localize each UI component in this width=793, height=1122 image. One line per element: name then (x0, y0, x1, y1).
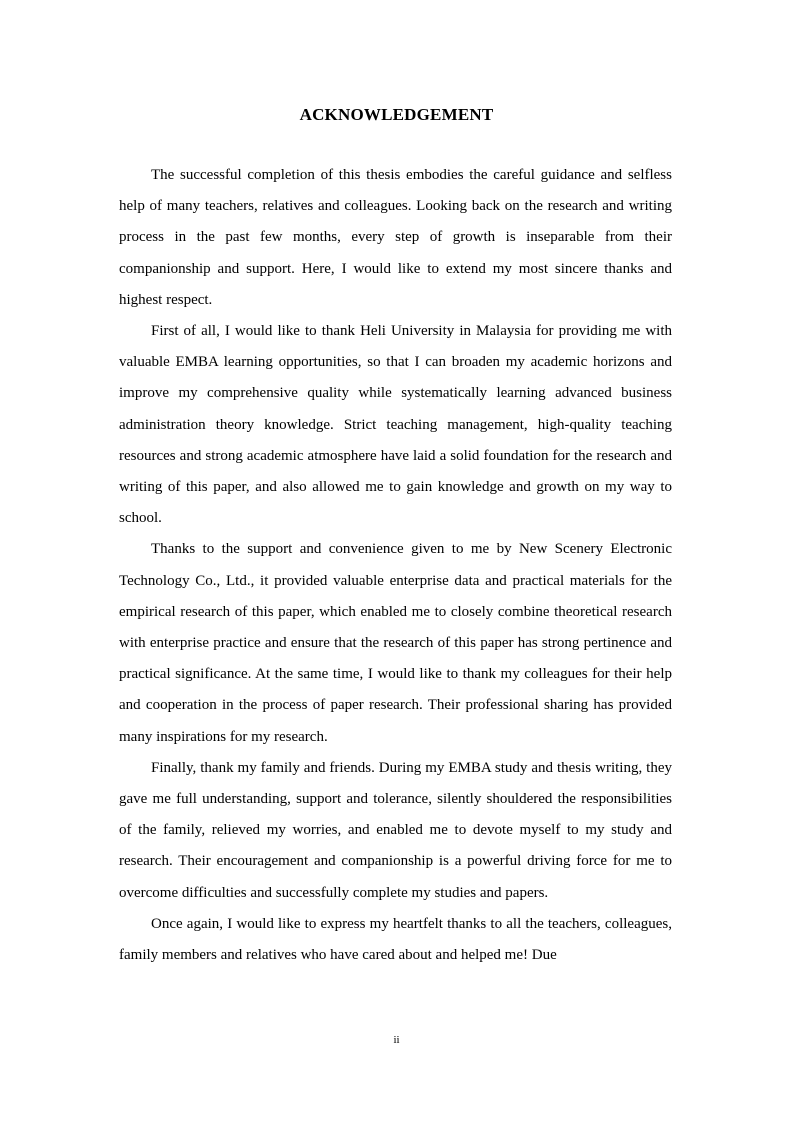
page-number: ii (393, 1034, 400, 1046)
paragraph-intro: The successful completion of this thesis embodies the careful guidance and selfless help of many teachers, relatives and colleagues. Looking back on the research and writing process in the past few months, every step of growth is inseparable from their companionship and support. Here, I would like to extend my most sincere thanks and highest respect. (119, 167, 672, 308)
acknowledgement-body (119, 160, 672, 971)
paragraph-university-thanks: First of all, I would like to thank Heli University in Malaysia for providing me with valuable EMBA learning opportunities, so that I can broaden my academic horizons and improve my comprehensive quality while systematically learning advanced business administration theory knowledge. Strict teaching management, high-quality teaching resources and strong academic atmosphere have laid a solid foundation for the research and writing of this paper, and also allowed me to gain knowledge and growth on my way to school. (119, 323, 672, 527)
paragraph-closing: Once again, I would like to express my heartfelt thanks to all the teachers, colleagues, family members and relatives who have cared about and helped me! Due (119, 915, 672, 964)
paragraph-company-thanks: Thanks to the support and convenience given to me by New Scenery Electronic Technology Co., Ltd., it provided valuable enterprise data and practical materials for the empirical research of this paper, which enabled me to closely combine theoretical research with enterprise practice and ensure that the research of this paper has strong pertinence and practical significance. At the same time, I would like to thank my colleagues for their help and cooperation in the process of paper research. Their professional sharing has provided many inspirations for my research. (119, 541, 672, 745)
paragraph-family-thanks: Finally, thank my family and friends. During my EMBA study and thesis writing, they gave me full understanding, support and tolerance, silently shouldered the responsibilities of the family, relieved my worries, and enabled me to devote myself to my study and research. Their encouragement and companionship is a powerful driving force for me to overcome difficulties and successfully complete my studies and papers. (119, 759, 672, 901)
page-title: ACKNOWLEDGEMENT (299, 105, 494, 124)
